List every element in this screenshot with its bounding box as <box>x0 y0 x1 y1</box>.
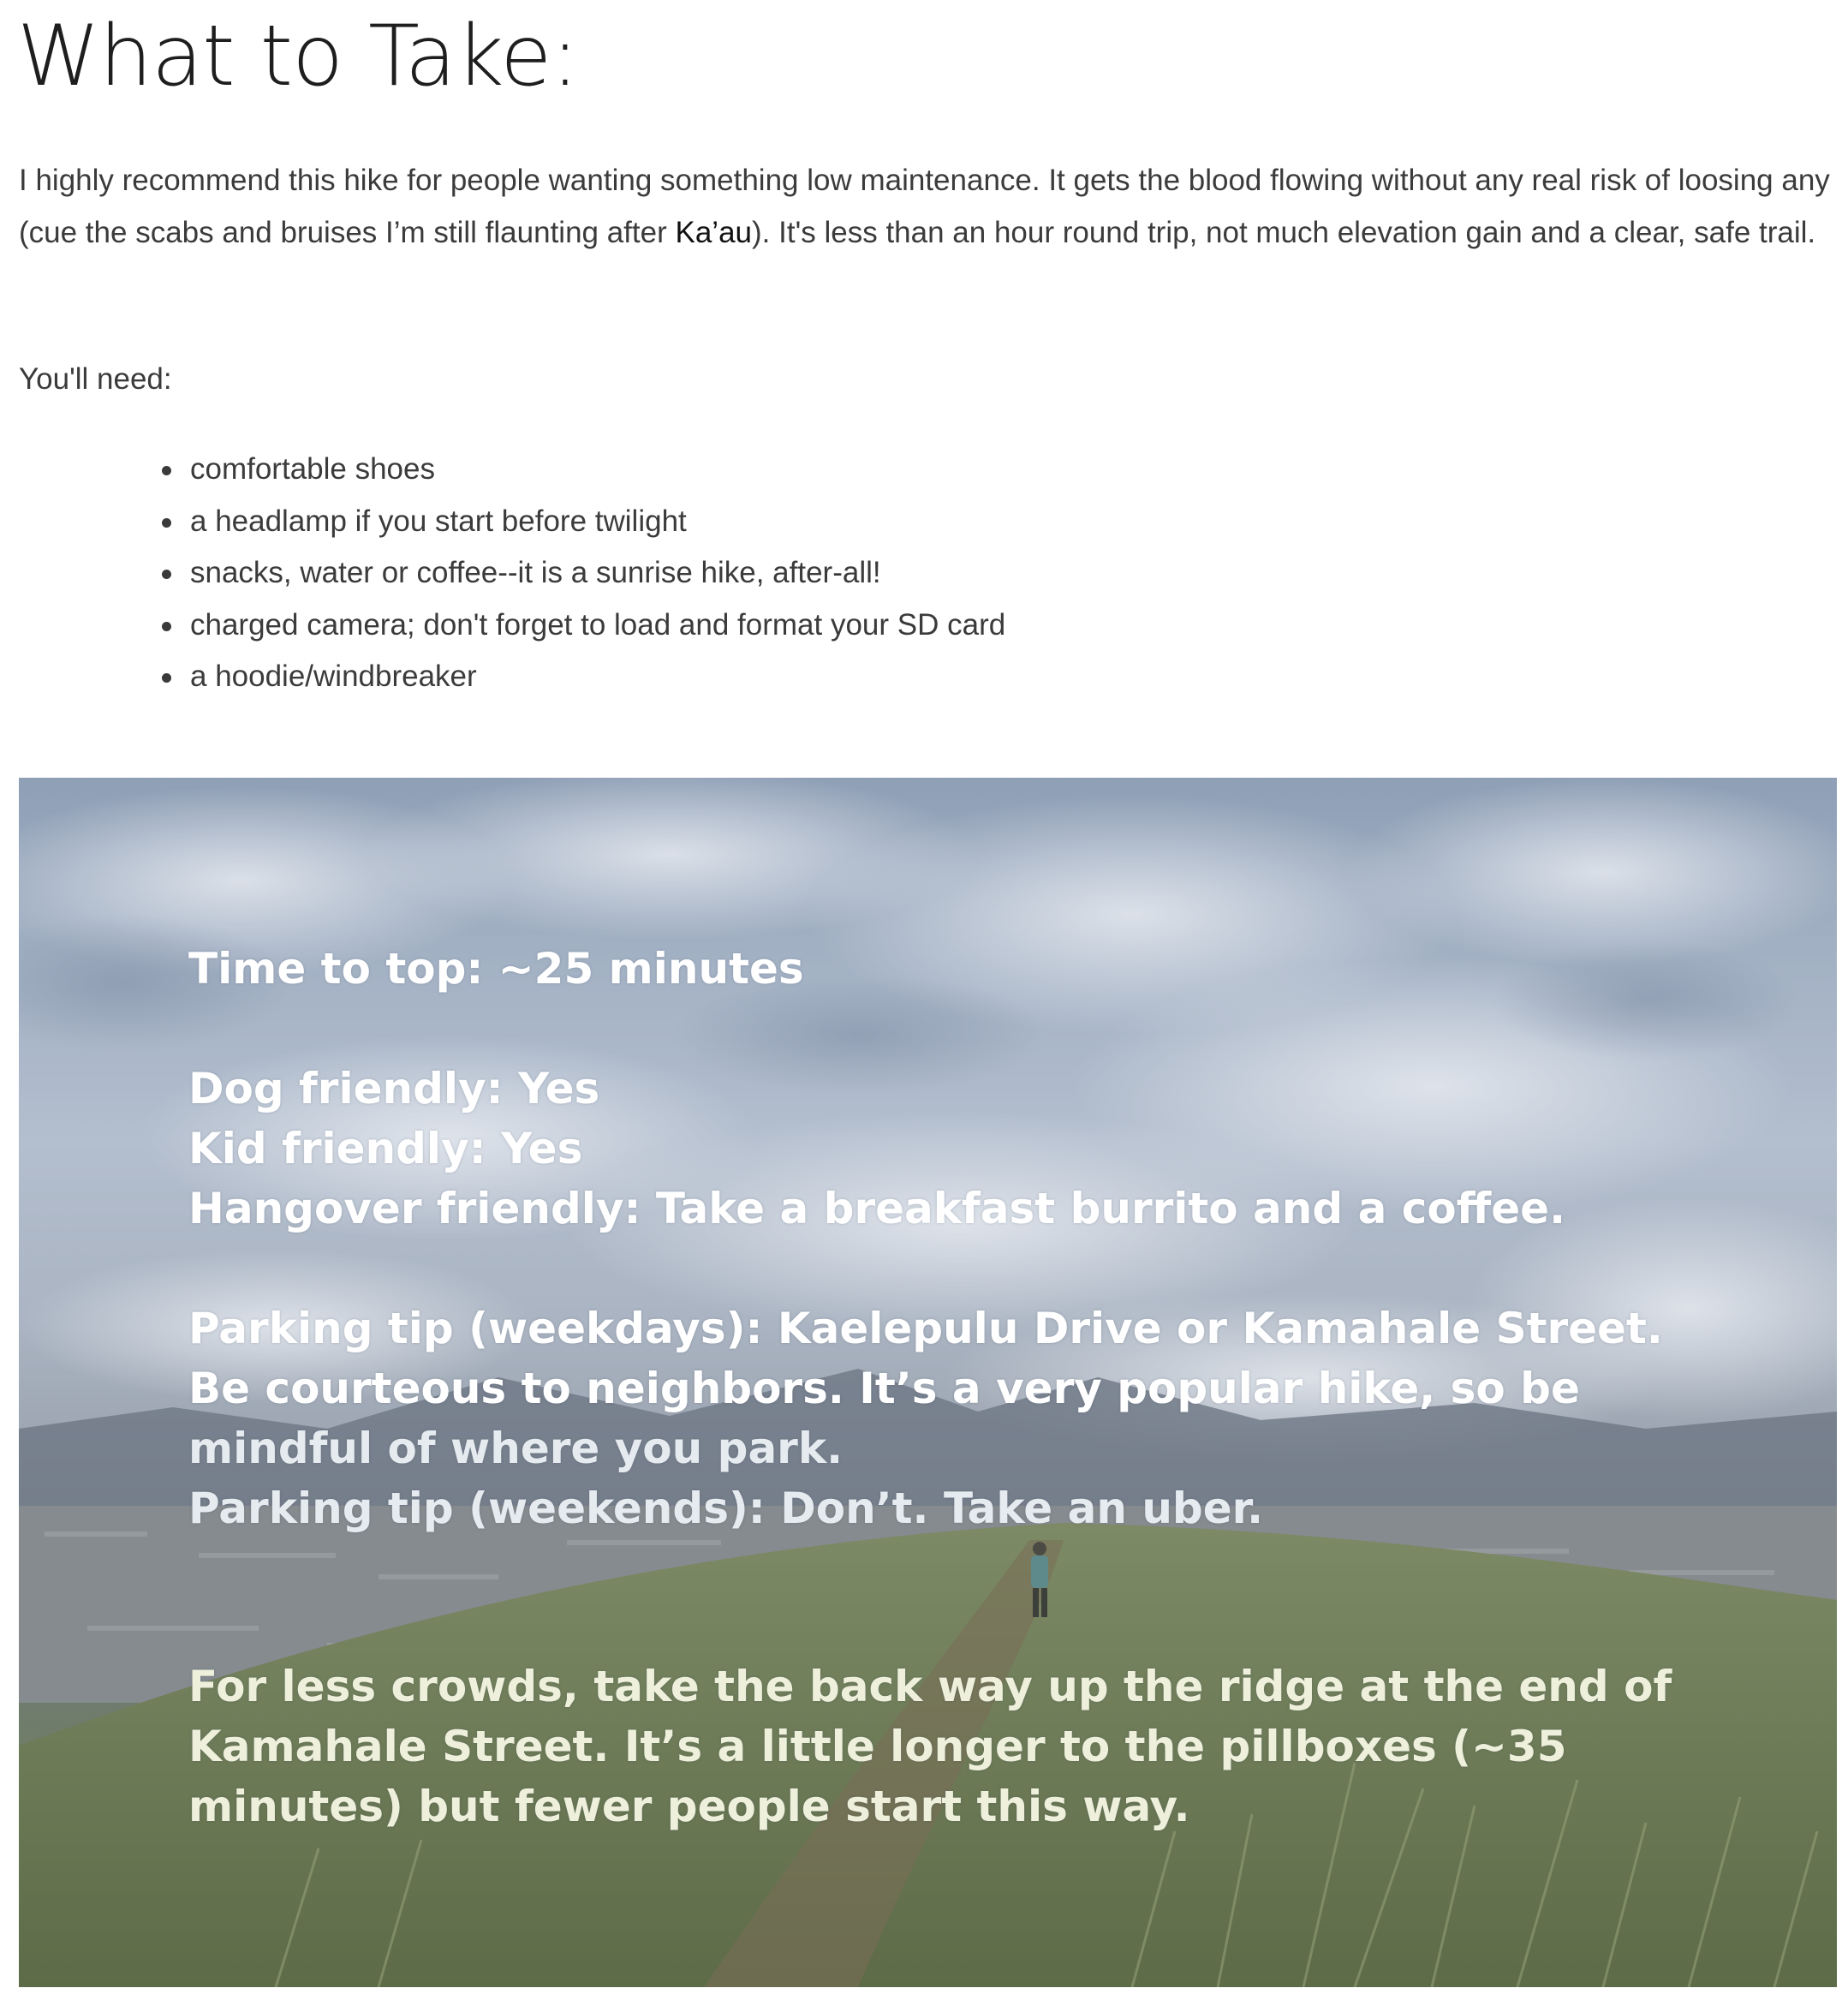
back-way-text-line-2: Kamahale Street. It’s a little longer to the pillboxes (~35 <box>188 1722 1567 1771</box>
bullet-icon <box>162 570 171 579</box>
intro-paragraph <box>19 154 1834 259</box>
intro-text-end: ). It's less than an hour round trip, not much elevation gain and a clear, safe trail. <box>752 216 1816 249</box>
packing-list <box>190 444 1005 703</box>
list-item-text: snacks, water or coffee--it is a sunrise hike, after-all! <box>190 556 881 589</box>
list-item <box>190 444 1005 496</box>
back-way-text-line-3: minutes) but fewer people start this way. <box>188 1782 1190 1831</box>
bullet-icon <box>162 466 171 475</box>
hangover-friendly-text: Hangover friendly: Take a breakfast burrito and a coffee. <box>188 1184 1566 1233</box>
list-item-text: comfortable shoes <box>190 452 435 486</box>
needs-label: You'll need: <box>19 362 172 396</box>
list-item-text: a hoodie/windbreaker <box>190 660 477 693</box>
hike-info-image <box>19 778 1837 1987</box>
bullet-icon <box>162 518 171 528</box>
page-heading: What to Take: <box>17 8 579 105</box>
list-item <box>190 651 1005 703</box>
mindful-parking-text: mindful of where you park. <box>188 1424 844 1473</box>
kid-friendly-text: Kid friendly: Yes <box>188 1124 583 1173</box>
list-item <box>190 496 1005 548</box>
parking-weekdays-text: Parking tip (weekdays): Kaelepulu Drive or Kamahale Street. <box>188 1304 1663 1353</box>
time-to-top-text: Time to top: ~25 minutes <box>188 944 804 994</box>
list-item <box>190 600 1005 652</box>
list-item <box>190 547 1005 600</box>
courtesy-text: Be courteous to neighbors. It’s a very popular hike, so be <box>188 1364 1580 1413</box>
bullet-icon <box>162 673 171 683</box>
dog-friendly-text: Dog friendly: Yes <box>188 1064 600 1113</box>
list-item-text: a headlamp if you start before twilight <box>190 504 687 538</box>
intro-text-start: I highly recommend this hike for people wanting something low maintenance. It gets the blood flowing without any real risk of loosing any (cue the scabs and bruises I’m still flaunting after <box>19 164 1830 249</box>
place-name: Ka’au <box>675 216 753 249</box>
list-item-text: charged camera; don't forget to load and format your SD card <box>190 607 1006 642</box>
bullet-icon <box>162 622 171 631</box>
parking-weekends-text: Parking tip (weekends): Don’t. Take an uber. <box>188 1484 1264 1533</box>
back-way-text-line-1: For less crowds, take the back way up the ridge at the end of <box>188 1662 1672 1711</box>
